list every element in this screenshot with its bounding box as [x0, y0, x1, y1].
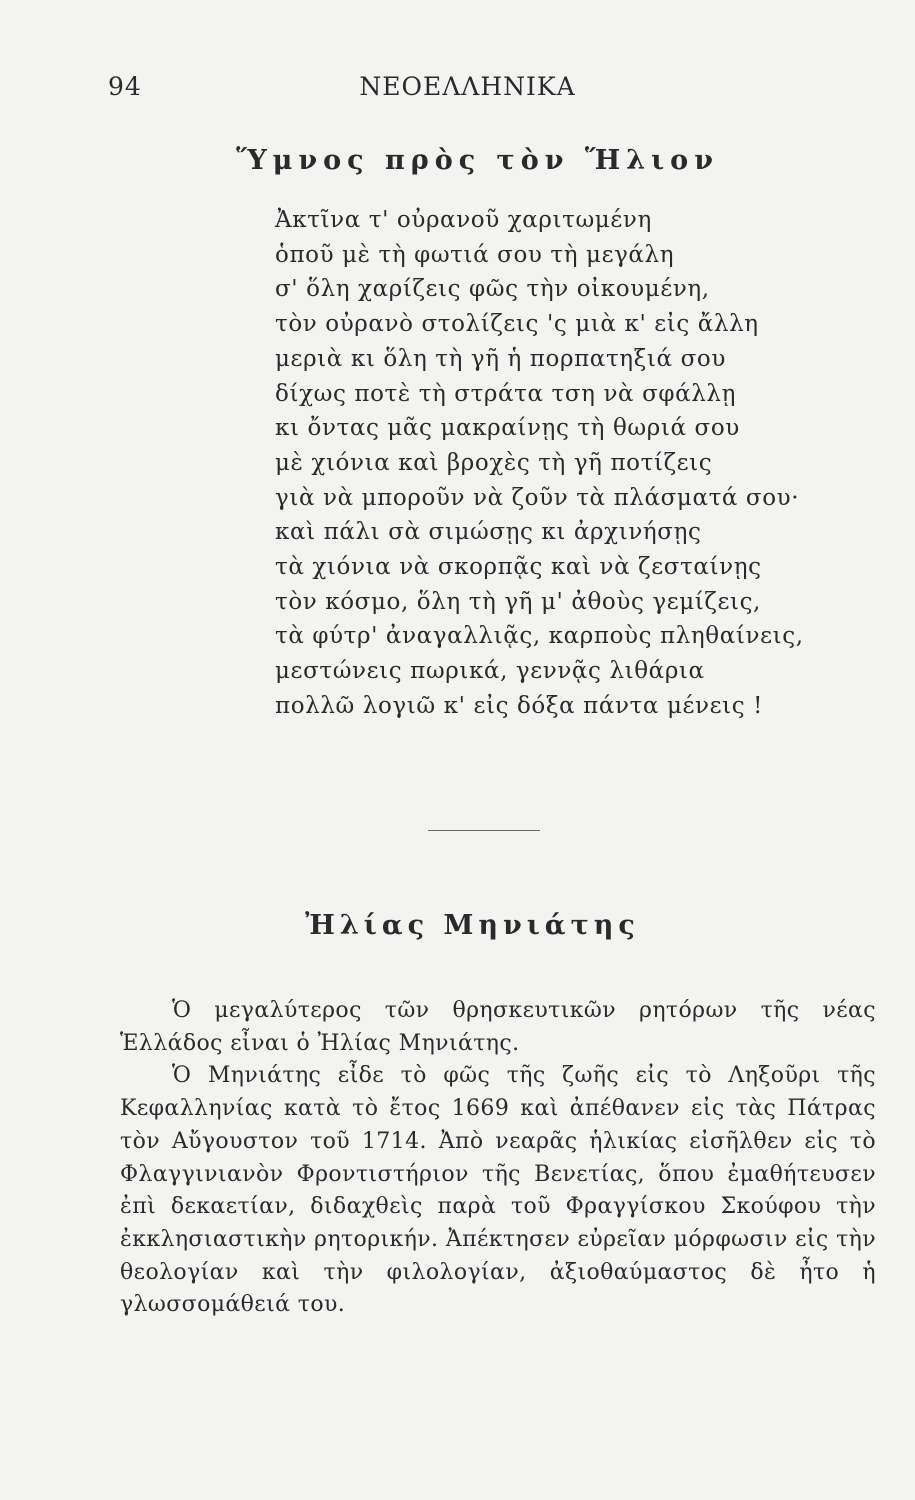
- poem-line: ὁποῦ μὲ τὴ φωτιά σου τὴ μεγάλη: [275, 241, 675, 268]
- poem-line: Ἀκτῖνα τ' οὐρανοῦ χαριτωμένη: [275, 207, 652, 233]
- biography-text: [120, 995, 876, 1322]
- poem-line: καὶ πάλι σὰ σιμώσῃς κι ἀρχινήσῃς: [275, 519, 702, 546]
- running-title: ΝΕΟΕΛΛΗΝΙΚΑ: [359, 72, 576, 101]
- poem-line: τὸν οὐρανὸ στολίζεις 'ς μιὰ κ' εἰς ἄλλη: [275, 311, 759, 338]
- poem-line: κι ὄντας μᾶς μακραίνῃς τὴ θωριά σου: [275, 415, 740, 442]
- poem-line: σ' ὅλη χαρίζεις φῶς τὴν οἰκουμένη,: [275, 276, 710, 303]
- poem-line: μὲ χιόνια καὶ βροχὲς τὴ γῆ ποτίζεις: [275, 449, 713, 476]
- poem-line: τὰ φύτρ' ἀναγαλλιᾷς, καρποὺς πληθαίνεις,: [275, 623, 804, 650]
- poem-line: τὰ χιόνια νὰ σκορπᾷς καὶ νὰ ζεσταίνῃς: [275, 554, 762, 581]
- section-heading: Ἠλίας Μηνιάτης: [305, 910, 640, 941]
- poem-title: Ὕμνος πρὸς τὸν Ἥλιον: [236, 145, 719, 176]
- poem-line: δίχως ποτὲ τὴ στράτα τση νὰ σφάλλῃ: [275, 380, 736, 407]
- page-number: 94: [108, 72, 142, 101]
- paragraph: Ὁ Μηνιάτης εἶδε τὸ φῶς τῆς ζωῆς εἰς τὸ Ληξοῦρι τῆς Κεφαλληνίας κατὰ τὸ ἔτος 1669 καὶ ἀπέθανεν εἰς τὰς Πάτρας τὸν Αὔγουστον τοῦ 1714. Ἀπὸ νεαρᾶς ἡλικίας εἰσῆλθεν εἰς τὸ Φλαγγινιανὸν Φροντιστήριον τῆς Βενετίας, ὅπου ἐμαθήτευσεν ἐπὶ δεκαετίαν, διδαχθεὶς παρὰ τοῦ Φραγγίσκου Σκούφου τὴν ἐκκλησιαστικὴν ρητορικήν. Ἀπέκτησεν εὐρεῖαν μόρφωσιν εἰς τὴν θεολογίαν καὶ τὴν φιλολογίαν, ἀξιοθαύμαστος δὲ ἦτο ἡ γλωσσομάθειά του.: [120, 1063, 876, 1318]
- paragraph: Ὁ μεγαλύτερος τῶν θρησκευτικῶν ρητόρων τῆς νέας Ἑλλάδος εἶναι ὁ Ἠλίας Μηνιάτης.: [120, 998, 876, 1056]
- poem-line: γιὰ νὰ μποροῦν νὰ ζοῦν τὰ πλάσματά σου·: [275, 484, 800, 511]
- poem-line: μεριὰ κι ὅλη τὴ γῆ ἡ πορπατηξιά σου: [275, 345, 726, 372]
- poem-line: πολλῶ λογιῶ κ' εἰς δόξα πάντα μένεις !: [275, 692, 763, 719]
- poem-line: μεστώνεις πωρικά, γεννᾷς λιθάρια: [275, 658, 705, 685]
- section-divider: [428, 830, 540, 831]
- poem-body: [275, 203, 835, 724]
- poem-line: τὸν κόσμο, ὅλη τὴ γῆ μ' ἀθοὺς γεμίζεις,: [275, 588, 761, 615]
